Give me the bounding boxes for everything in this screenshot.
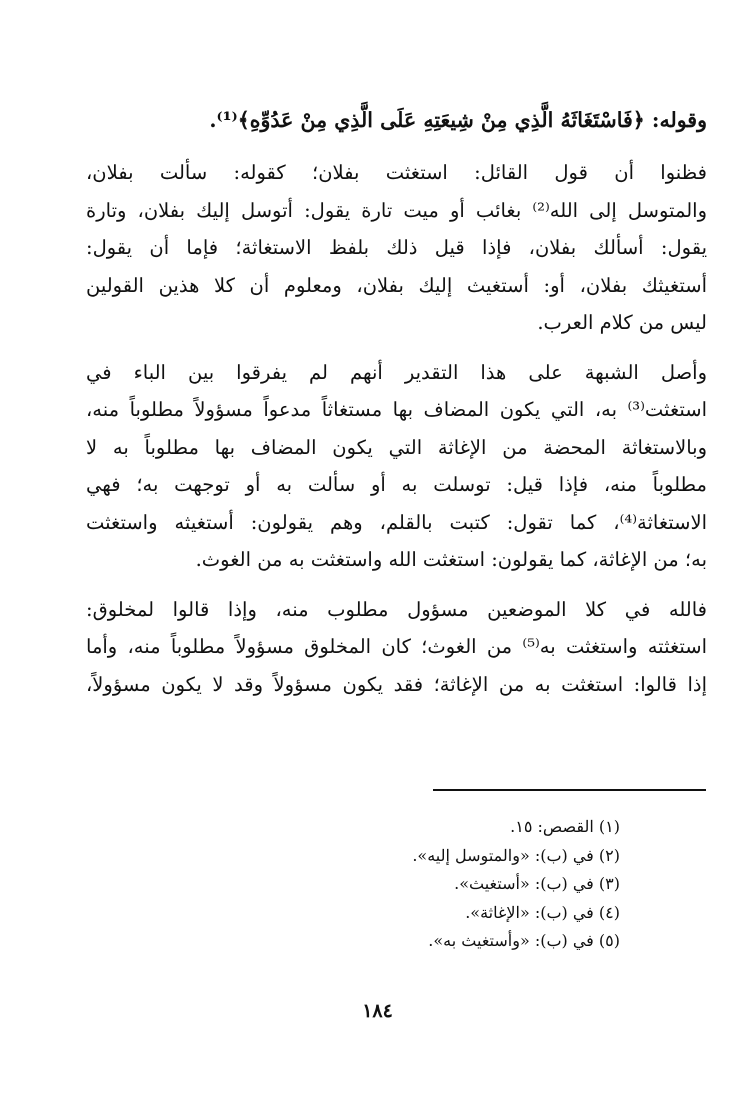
footnote-2: (٢) في (ب): «والمتوسل إليه». (412, 845, 620, 865)
footnote-1: (١) القصص: ١٥. (510, 817, 620, 836)
paragraph-2 (86, 354, 707, 579)
paragraph-gap (86, 342, 707, 354)
main-text (86, 98, 707, 703)
footnote-separator (433, 789, 706, 791)
text-line: إذا قالوا: استغثت به من الإغاثة؛ فقد يكون مسؤولاً وقد لا يكون مسؤولاً، (86, 672, 707, 696)
text-line: فظنوا أن قول القائل: استغثت بفلان؛ كقوله: سألت بفلان، (86, 161, 707, 184)
text-line: الاستغاثة⁽⁴⁾، كما تقول: كتبت بالقلم، وهم يقولون: أستغيثه واستغثت (86, 510, 707, 534)
paragraph-3 (86, 591, 707, 704)
footnotes (412, 813, 620, 956)
footnote-4: (٤) في (ب): «الإغاثة». (465, 902, 620, 922)
text-line: استغثته واستغثت به⁽⁵⁾ من الغوث؛ كان المخلوق مسؤولاً مطلوباً منه، وأما (86, 635, 707, 658)
text-line: أستغيثك بفلان، أو: أستغيث إليك بفلان، ومعلوم أن كلا هذين القولين (86, 273, 707, 297)
paragraph-1 (86, 154, 707, 342)
text-line: وأصل الشبهة على هذا التقدير أنهم لم يفرقوا بين الباء في (86, 360, 707, 384)
verse-heading: وقوله: ﴿فَاسْتَغَاثَهُ الَّذِي مِنْ شِيعَتِهِ عَلَى الَّذِي مِنْ عَدُوِّهِ﴾⁽¹⁾. (209, 108, 707, 132)
text-line: والمتوسل إلى الله⁽²⁾ بغائب أو ميت تارة يقول: أتوسل إليك بفلان، وتارة (86, 198, 707, 222)
text-line: يقول: أسألك بفلان، فإذا قيل ذلك بلفظ الاستغاثة؛ فإما أن يقول: (86, 236, 707, 259)
text-line: استغثت⁽³⁾ به، التي يكون المضاف بها مستغاثاً مدعواً مسؤولاً مطلوباً منه، (86, 398, 707, 421)
text-line: وبالاستغاثة المحضة من الإغاثة التي يكون المضاف بها مطلوباً به لا (86, 435, 707, 459)
page-number: ١٨٤ (362, 1000, 393, 1022)
text-line: فالله في كلا الموضعين مسؤول مطلوب منه، وإذا قالوا لمخلوق: (86, 597, 707, 621)
paragraph-gap (86, 579, 707, 591)
footnote-5: (٥) في (ب): «وأستغيث به». (428, 931, 620, 950)
text-line: به؛ من الإغاثة، كما يقولون: استغثت الله واستغثت به من الغوث. (195, 548, 707, 571)
text-line: مطلوباً منه، فإذا قيل: توسلت به أو سألت به أو توجهت به؛ فهي (86, 473, 707, 496)
paragraph-gap (86, 142, 707, 154)
text-line: ليس من كلام العرب. (537, 311, 707, 334)
footnote-3: (٣) في (ب): «أستغيث». (454, 874, 620, 893)
